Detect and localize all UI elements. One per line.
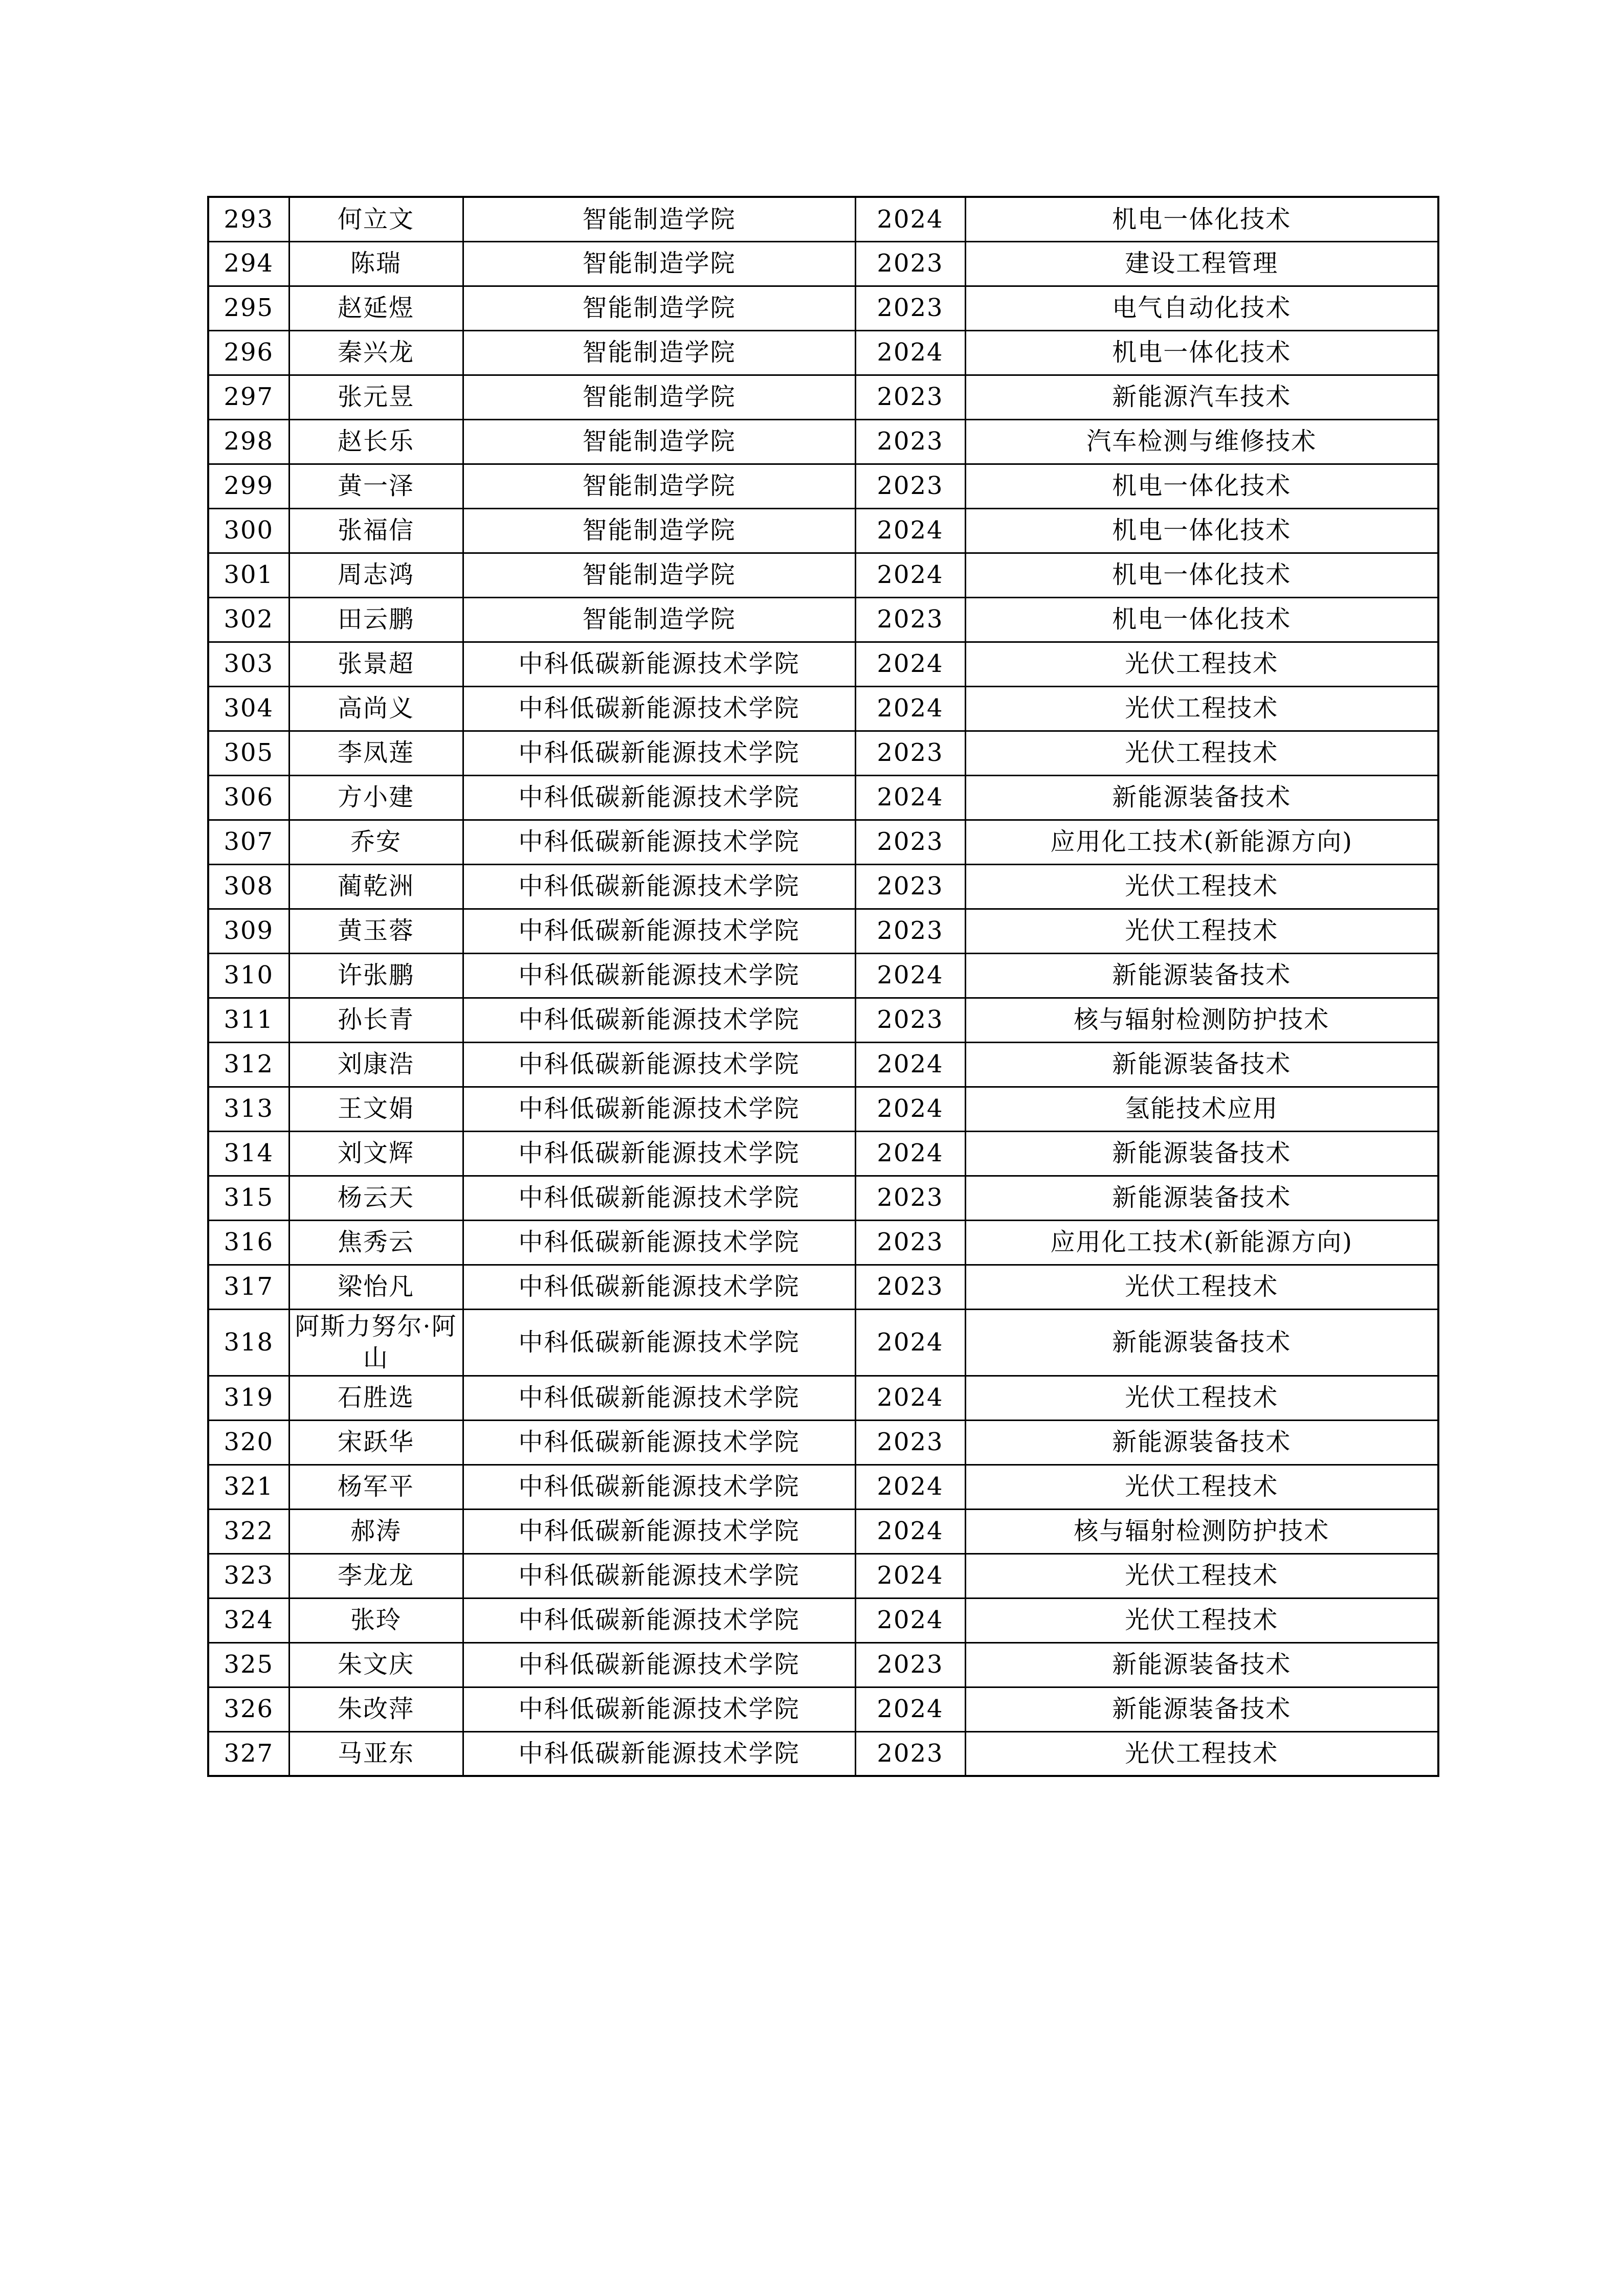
major-cell: 机电一体化技术 xyxy=(965,464,1438,508)
row-number-cell: 322 xyxy=(208,1509,289,1554)
row-number-cell: 318 xyxy=(208,1309,289,1376)
year-cell: 2024 xyxy=(855,330,965,375)
row-number-cell: 325 xyxy=(208,1642,289,1687)
table-row xyxy=(208,553,1438,597)
row-number-cell: 296 xyxy=(208,330,289,375)
year-cell: 2024 xyxy=(855,197,965,241)
college-cell: 中科低碳新能源技术学院 xyxy=(463,1087,855,1131)
college-cell: 中科低碳新能源技术学院 xyxy=(463,1376,855,1420)
major-cell: 机电一体化技术 xyxy=(965,553,1438,597)
row-number-cell: 304 xyxy=(208,686,289,731)
table-row xyxy=(208,1598,1438,1642)
row-number-cell: 314 xyxy=(208,1131,289,1176)
student-name-cell: 蔺乾洲 xyxy=(289,864,463,909)
table-row xyxy=(208,464,1438,508)
college-cell: 中科低碳新能源技术学院 xyxy=(463,1642,855,1687)
row-number-cell: 301 xyxy=(208,553,289,597)
row-number-cell: 298 xyxy=(208,419,289,464)
table-row xyxy=(208,508,1438,553)
table-row xyxy=(208,375,1438,419)
college-cell: 中科低碳新能源技术学院 xyxy=(463,1309,855,1376)
table-row xyxy=(208,1265,1438,1309)
year-cell: 2023 xyxy=(855,1265,965,1309)
year-cell: 2023 xyxy=(855,375,965,419)
year-cell: 2024 xyxy=(855,1376,965,1420)
major-cell: 光伏工程技术 xyxy=(965,909,1438,953)
student-name-cell: 赵延煜 xyxy=(289,286,463,330)
row-number-cell: 294 xyxy=(208,241,289,286)
table-row xyxy=(208,1420,1438,1465)
student-name-cell: 许张鹏 xyxy=(289,953,463,998)
roster-table-body xyxy=(208,197,1438,1776)
college-cell: 智能制造学院 xyxy=(463,464,855,508)
major-cell: 氢能技术应用 xyxy=(965,1087,1438,1131)
table-row xyxy=(208,864,1438,909)
major-cell: 光伏工程技术 xyxy=(965,1598,1438,1642)
major-cell: 新能源汽车技术 xyxy=(965,375,1438,419)
major-cell: 新能源装备技术 xyxy=(965,1642,1438,1687)
major-cell: 核与辐射检测防护技术 xyxy=(965,1509,1438,1554)
year-cell: 2023 xyxy=(855,731,965,775)
table-row xyxy=(208,775,1438,820)
year-cell: 2024 xyxy=(855,1509,965,1554)
major-cell: 建设工程管理 xyxy=(965,241,1438,286)
major-cell: 光伏工程技术 xyxy=(965,686,1438,731)
table-row xyxy=(208,953,1438,998)
table-row xyxy=(208,998,1438,1042)
college-cell: 中科低碳新能源技术学院 xyxy=(463,998,855,1042)
major-cell: 光伏工程技术 xyxy=(965,1731,1438,1776)
student-name-cell: 朱文庆 xyxy=(289,1642,463,1687)
student-name-cell: 孙长青 xyxy=(289,998,463,1042)
student-name-cell: 乔安 xyxy=(289,820,463,864)
college-cell: 智能制造学院 xyxy=(463,241,855,286)
year-cell: 2023 xyxy=(855,820,965,864)
student-name-cell: 宋跃华 xyxy=(289,1420,463,1465)
college-cell: 中科低碳新能源技术学院 xyxy=(463,1554,855,1598)
college-cell: 中科低碳新能源技术学院 xyxy=(463,909,855,953)
table-row xyxy=(208,1554,1438,1598)
student-name-cell: 郝涛 xyxy=(289,1509,463,1554)
table-row xyxy=(208,1309,1438,1376)
college-cell: 中科低碳新能源技术学院 xyxy=(463,1687,855,1731)
major-cell: 光伏工程技术 xyxy=(965,731,1438,775)
major-cell: 新能源装备技术 xyxy=(965,775,1438,820)
college-cell: 中科低碳新能源技术学院 xyxy=(463,1176,855,1220)
year-cell: 2023 xyxy=(855,998,965,1042)
year-cell: 2024 xyxy=(855,686,965,731)
major-cell: 应用化工技术(新能源方向) xyxy=(965,820,1438,864)
row-number-cell: 308 xyxy=(208,864,289,909)
college-cell: 智能制造学院 xyxy=(463,553,855,597)
year-cell: 2024 xyxy=(855,553,965,597)
college-cell: 中科低碳新能源技术学院 xyxy=(463,864,855,909)
row-number-cell: 293 xyxy=(208,197,289,241)
row-number-cell: 312 xyxy=(208,1042,289,1087)
student-name-cell: 周志鸿 xyxy=(289,553,463,597)
row-number-cell: 307 xyxy=(208,820,289,864)
student-name-cell: 焦秀云 xyxy=(289,1220,463,1265)
year-cell: 2023 xyxy=(855,1731,965,1776)
major-cell: 机电一体化技术 xyxy=(965,330,1438,375)
student-name-cell: 张景超 xyxy=(289,642,463,686)
year-cell: 2023 xyxy=(855,1176,965,1220)
student-name-cell: 刘康浩 xyxy=(289,1042,463,1087)
table-row xyxy=(208,1642,1438,1687)
row-number-cell: 305 xyxy=(208,731,289,775)
year-cell: 2024 xyxy=(855,1131,965,1176)
table-row xyxy=(208,419,1438,464)
year-cell: 2024 xyxy=(855,1554,965,1598)
row-number-cell: 310 xyxy=(208,953,289,998)
student-name-cell: 刘文辉 xyxy=(289,1131,463,1176)
college-cell: 中科低碳新能源技术学院 xyxy=(463,1598,855,1642)
row-number-cell: 303 xyxy=(208,642,289,686)
college-cell: 中科低碳新能源技术学院 xyxy=(463,775,855,820)
row-number-cell: 315 xyxy=(208,1176,289,1220)
major-cell: 新能源装备技术 xyxy=(965,1176,1438,1220)
year-cell: 2023 xyxy=(855,286,965,330)
table-row xyxy=(208,1376,1438,1420)
major-cell: 新能源装备技术 xyxy=(965,1042,1438,1087)
year-cell: 2023 xyxy=(855,909,965,953)
year-cell: 2024 xyxy=(855,953,965,998)
row-number-cell: 313 xyxy=(208,1087,289,1131)
major-cell: 光伏工程技术 xyxy=(965,1376,1438,1420)
student-name-cell: 朱改萍 xyxy=(289,1687,463,1731)
major-cell: 光伏工程技术 xyxy=(965,1265,1438,1309)
student-name-cell: 方小建 xyxy=(289,775,463,820)
student-name-cell: 秦兴龙 xyxy=(289,330,463,375)
major-cell: 新能源装备技术 xyxy=(965,1420,1438,1465)
table-row xyxy=(208,1042,1438,1087)
major-cell: 光伏工程技术 xyxy=(965,1554,1438,1598)
student-name-cell: 马亚东 xyxy=(289,1731,463,1776)
major-cell: 新能源装备技术 xyxy=(965,1687,1438,1731)
major-cell: 光伏工程技术 xyxy=(965,864,1438,909)
year-cell: 2024 xyxy=(855,1465,965,1509)
student-name-cell: 阿斯力努尔·阿山 xyxy=(289,1309,463,1376)
college-cell: 中科低碳新能源技术学院 xyxy=(463,1042,855,1087)
row-number-cell: 317 xyxy=(208,1265,289,1309)
student-name-cell: 石胜选 xyxy=(289,1376,463,1420)
table-row xyxy=(208,909,1438,953)
row-number-cell: 323 xyxy=(208,1554,289,1598)
student-name-cell: 李凤莲 xyxy=(289,731,463,775)
table-row xyxy=(208,197,1438,241)
college-cell: 中科低碳新能源技术学院 xyxy=(463,1265,855,1309)
college-cell: 中科低碳新能源技术学院 xyxy=(463,1131,855,1176)
table-row xyxy=(208,1220,1438,1265)
table-row xyxy=(208,1465,1438,1509)
year-cell: 2024 xyxy=(855,1087,965,1131)
student-name-cell: 张福信 xyxy=(289,508,463,553)
student-name-cell: 张元昱 xyxy=(289,375,463,419)
major-cell: 核与辐射检测防护技术 xyxy=(965,998,1438,1042)
year-cell: 2023 xyxy=(855,1642,965,1687)
year-cell: 2023 xyxy=(855,1220,965,1265)
major-cell: 电气自动化技术 xyxy=(965,286,1438,330)
college-cell: 智能制造学院 xyxy=(463,508,855,553)
table-row xyxy=(208,686,1438,731)
major-cell: 新能源装备技术 xyxy=(965,1309,1438,1376)
year-cell: 2023 xyxy=(855,864,965,909)
row-number-cell: 311 xyxy=(208,998,289,1042)
college-cell: 中科低碳新能源技术学院 xyxy=(463,1420,855,1465)
table-row xyxy=(208,330,1438,375)
table-row xyxy=(208,1509,1438,1554)
table-row xyxy=(208,1176,1438,1220)
college-cell: 中科低碳新能源技术学院 xyxy=(463,642,855,686)
student-name-cell: 杨军平 xyxy=(289,1465,463,1509)
row-number-cell: 321 xyxy=(208,1465,289,1509)
student-name-cell: 王文娟 xyxy=(289,1087,463,1131)
college-cell: 中科低碳新能源技术学院 xyxy=(463,820,855,864)
college-cell: 中科低碳新能源技术学院 xyxy=(463,1220,855,1265)
year-cell: 2023 xyxy=(855,419,965,464)
table-row xyxy=(208,597,1438,642)
student-name-cell: 赵长乐 xyxy=(289,419,463,464)
year-cell: 2023 xyxy=(855,1420,965,1465)
year-cell: 2024 xyxy=(855,1309,965,1376)
college-cell: 智能制造学院 xyxy=(463,330,855,375)
row-number-cell: 295 xyxy=(208,286,289,330)
student-name-cell: 杨云天 xyxy=(289,1176,463,1220)
year-cell: 2024 xyxy=(855,775,965,820)
year-cell: 2024 xyxy=(855,508,965,553)
row-number-cell: 324 xyxy=(208,1598,289,1642)
college-cell: 智能制造学院 xyxy=(463,375,855,419)
table-row xyxy=(208,1131,1438,1176)
table-row xyxy=(208,1087,1438,1131)
student-name-cell: 李龙龙 xyxy=(289,1554,463,1598)
major-cell: 汽车检测与维修技术 xyxy=(965,419,1438,464)
major-cell: 光伏工程技术 xyxy=(965,642,1438,686)
student-name-cell: 梁怡凡 xyxy=(289,1265,463,1309)
row-number-cell: 302 xyxy=(208,597,289,642)
student-name-cell: 黄一泽 xyxy=(289,464,463,508)
year-cell: 2024 xyxy=(855,1598,965,1642)
row-number-cell: 320 xyxy=(208,1420,289,1465)
year-cell: 2024 xyxy=(855,642,965,686)
student-name-cell: 田云鹏 xyxy=(289,597,463,642)
college-cell: 中科低碳新能源技术学院 xyxy=(463,1509,855,1554)
row-number-cell: 309 xyxy=(208,909,289,953)
row-number-cell: 306 xyxy=(208,775,289,820)
table-row xyxy=(208,820,1438,864)
row-number-cell: 319 xyxy=(208,1376,289,1420)
student-name-cell: 黄玉蓉 xyxy=(289,909,463,953)
row-number-cell: 297 xyxy=(208,375,289,419)
table-row xyxy=(208,1687,1438,1731)
row-number-cell: 316 xyxy=(208,1220,289,1265)
table-row xyxy=(208,1731,1438,1776)
student-name-cell: 高尚义 xyxy=(289,686,463,731)
year-cell: 2023 xyxy=(855,597,965,642)
major-cell: 应用化工技术(新能源方向) xyxy=(965,1220,1438,1265)
table-row xyxy=(208,642,1438,686)
table-row xyxy=(208,241,1438,286)
student-name-cell: 陈瑞 xyxy=(289,241,463,286)
college-cell: 智能制造学院 xyxy=(463,419,855,464)
row-number-cell: 300 xyxy=(208,508,289,553)
row-number-cell: 326 xyxy=(208,1687,289,1731)
table-row xyxy=(208,286,1438,330)
college-cell: 智能制造学院 xyxy=(463,597,855,642)
college-cell: 中科低碳新能源技术学院 xyxy=(463,1465,855,1509)
student-roster-table xyxy=(207,196,1439,1777)
year-cell: 2023 xyxy=(855,241,965,286)
college-cell: 中科低碳新能源技术学院 xyxy=(463,731,855,775)
college-cell: 中科低碳新能源技术学院 xyxy=(463,686,855,731)
table-row xyxy=(208,731,1438,775)
major-cell: 机电一体化技术 xyxy=(965,197,1438,241)
major-cell: 新能源装备技术 xyxy=(965,1131,1438,1176)
year-cell: 2024 xyxy=(855,1687,965,1731)
college-cell: 中科低碳新能源技术学院 xyxy=(463,1731,855,1776)
row-number-cell: 299 xyxy=(208,464,289,508)
major-cell: 新能源装备技术 xyxy=(965,953,1438,998)
student-name-cell: 张玲 xyxy=(289,1598,463,1642)
row-number-cell: 327 xyxy=(208,1731,289,1776)
major-cell: 机电一体化技术 xyxy=(965,508,1438,553)
student-name-cell: 何立文 xyxy=(289,197,463,241)
year-cell: 2023 xyxy=(855,464,965,508)
major-cell: 光伏工程技术 xyxy=(965,1465,1438,1509)
college-cell: 智能制造学院 xyxy=(463,286,855,330)
college-cell: 中科低碳新能源技术学院 xyxy=(463,953,855,998)
year-cell: 2024 xyxy=(855,1042,965,1087)
college-cell: 智能制造学院 xyxy=(463,197,855,241)
major-cell: 机电一体化技术 xyxy=(965,597,1438,642)
